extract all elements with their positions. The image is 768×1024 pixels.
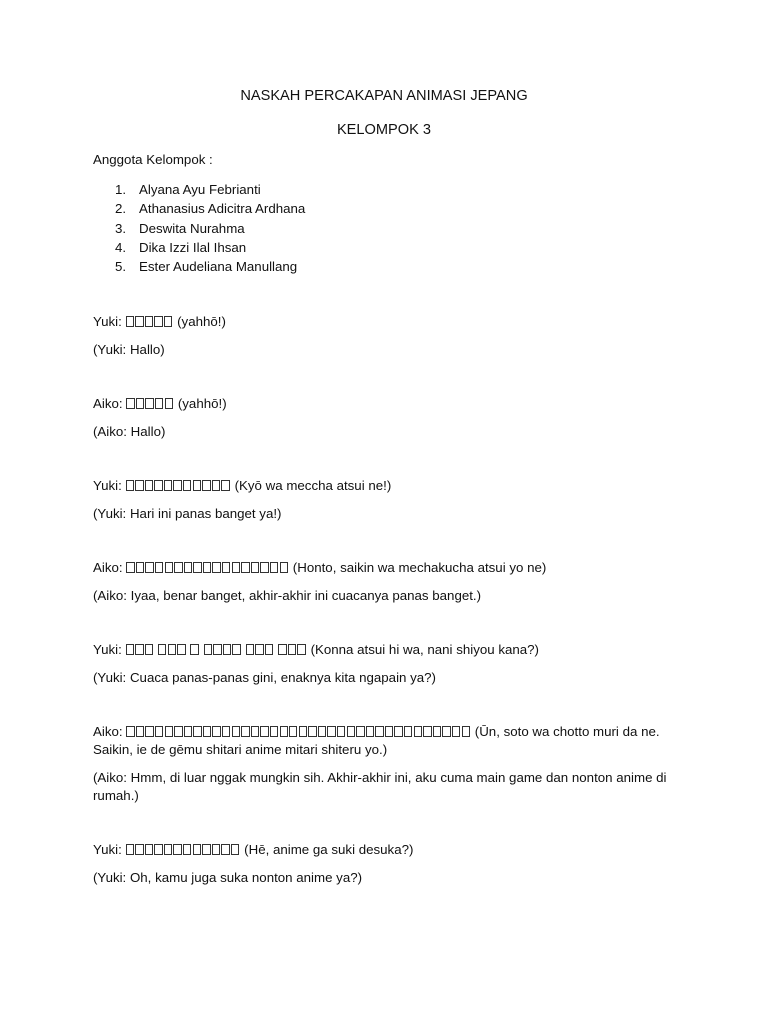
missing-glyph-box [260, 726, 268, 737]
missing-glyph-box [193, 480, 201, 491]
member-name: Ester Audeliana Manullang [139, 259, 298, 275]
missing-glyph-box [251, 562, 259, 573]
translation-line: (Yuki: Oh, kamu juga suka nonton anime ya?) [93, 870, 363, 885]
missing-glyph-box [177, 644, 185, 655]
missing-glyph-box [154, 844, 162, 855]
missing-glyph-box [375, 726, 383, 737]
dialogue-line [93, 841, 683, 859]
missing-glyphs [126, 842, 241, 857]
missing-glyph-box [251, 726, 259, 737]
dialogue-block [93, 641, 683, 687]
missing-glyph-box [212, 726, 220, 737]
missing-glyph-box [155, 562, 163, 573]
missing-glyph-box [174, 726, 182, 737]
translation-line: (Yuki: Cuaca panas-panas gini, enaknya kita ngapain ya?) [93, 670, 436, 685]
missing-glyph-box [154, 480, 162, 491]
missing-glyph-box [433, 726, 441, 737]
dialogue-line [93, 559, 683, 577]
missing-glyphs [126, 396, 174, 411]
dialogue-block [93, 841, 683, 887]
missing-glyph-box [136, 562, 144, 573]
missing-glyph-box [184, 562, 192, 573]
missing-glyph-box [135, 480, 143, 491]
member-name: Deswita Nurahma [139, 220, 245, 236]
missing-glyph-box [232, 726, 240, 737]
dialogue-block [93, 395, 683, 441]
dialogue-line [93, 313, 683, 331]
missing-glyph-box [423, 726, 431, 737]
list-number: 1. [115, 182, 127, 197]
missing-glyph-box [347, 726, 355, 737]
list-item [93, 257, 305, 276]
missing-glyphs [126, 478, 231, 493]
speaker-name: Yuki: [93, 642, 122, 657]
missing-glyph-box [145, 726, 153, 737]
missing-glyph-box [184, 726, 192, 737]
missing-glyph-box [366, 726, 374, 737]
translation-line: (Yuki: Hari ini panas banget ya!) [93, 506, 282, 521]
missing-glyph-box [222, 726, 230, 737]
list-number: 3. [115, 220, 127, 236]
member-name: Alyana Ayu Febrianti [139, 182, 261, 197]
missing-glyph-box [145, 562, 153, 573]
missing-glyph-box [183, 480, 191, 491]
missing-glyph-box [278, 644, 286, 655]
speaker-name: Yuki: [93, 842, 122, 857]
translation-line: (Aiko: Hallo) [93, 424, 166, 439]
missing-glyph-box [222, 562, 230, 573]
list-item [93, 180, 305, 199]
speaker-name: Aiko: [93, 560, 123, 575]
missing-glyph-box [145, 316, 153, 327]
missing-glyph-box [308, 726, 316, 737]
missing-glyphs [126, 560, 289, 575]
romaji-text: (yahhō!) [177, 314, 226, 329]
members-label: Anggota Kelompok : [93, 152, 213, 167]
missing-glyph-box [126, 844, 134, 855]
translation-line: (Yuki: Hallo) [93, 342, 165, 357]
missing-glyph-box [173, 844, 181, 855]
missing-glyph-box [385, 726, 393, 737]
missing-glyph-box [241, 726, 249, 737]
missing-glyph-box [297, 644, 305, 655]
missing-glyph-box [289, 726, 297, 737]
missing-glyph-box [212, 844, 220, 855]
list-number: 4. [115, 239, 127, 255]
missing-glyph-box [203, 562, 211, 573]
missing-glyphs [126, 724, 471, 739]
missing-glyph-box [327, 726, 335, 737]
missing-glyph-box [260, 562, 268, 573]
dialogue-block [93, 723, 683, 805]
missing-glyph-box [337, 726, 345, 737]
missing-glyph-box [232, 562, 240, 573]
missing-glyph-box [193, 562, 201, 573]
speaker-name: Yuki: [93, 314, 122, 329]
missing-glyph-box [165, 726, 173, 737]
missing-glyph-box [212, 480, 220, 491]
missing-glyph-box [223, 644, 231, 655]
missing-glyph-box [193, 844, 201, 855]
missing-glyph-box [190, 644, 198, 655]
missing-glyph-box [155, 398, 163, 409]
dialogue-line [93, 395, 683, 413]
missing-glyph-box [255, 644, 263, 655]
missing-glyph-box [442, 726, 450, 737]
missing-glyph-box [213, 644, 221, 655]
missing-glyphs [126, 314, 174, 329]
dialogue-block [93, 313, 683, 359]
dialogue-block [93, 559, 683, 605]
missing-glyph-box [404, 726, 412, 737]
missing-glyph-box [221, 844, 229, 855]
missing-glyph-box [136, 398, 144, 409]
missing-glyph-box [394, 726, 402, 737]
romaji-text: (Honto, saikin wa mechakucha atsui yo ne) [292, 560, 547, 575]
members-list [93, 180, 305, 276]
missing-glyph-box [246, 644, 254, 655]
missing-glyph-box [135, 316, 143, 327]
missing-glyph-box [452, 726, 460, 737]
missing-glyph-box [164, 316, 172, 327]
speaker-name: Aiko: [93, 396, 123, 411]
list-item [93, 199, 305, 218]
member-name: Dika Izzi Ilal Ihsan [139, 239, 247, 255]
translation-line: (Aiko: Iyaa, benar banget, akhir-akhir ini cuacanya panas banget.) [93, 588, 482, 603]
missing-glyph-box [155, 726, 163, 737]
speaker-name: Aiko: [93, 724, 123, 739]
missing-glyph-box [135, 844, 143, 855]
missing-glyph-box [193, 726, 201, 737]
missing-glyph-box [204, 644, 212, 655]
speaker-name: Yuki: [93, 478, 122, 493]
missing-glyph-box [203, 726, 211, 737]
missing-glyph-box [145, 398, 153, 409]
missing-glyph-box [202, 844, 210, 855]
missing-glyph-box [174, 562, 182, 573]
missing-glyph-box [462, 726, 470, 737]
missing-glyph-box [270, 726, 278, 737]
missing-glyph-box [356, 726, 364, 737]
missing-glyph-box [126, 398, 134, 409]
missing-glyph-box [183, 844, 191, 855]
missing-glyph-box [168, 644, 176, 655]
missing-glyph-box [221, 480, 229, 491]
missing-glyph-box [136, 726, 144, 737]
romaji-text: (Hē, anime ga suki desuka?) [244, 842, 414, 857]
missing-glyph-box [231, 844, 239, 855]
missing-glyph-box [126, 316, 134, 327]
missing-glyph-box [135, 644, 143, 655]
dialogue-block [93, 477, 683, 523]
document-title: NASKAH PERCAKAPAN ANIMASI JEPANG [240, 88, 528, 104]
missing-glyph-box [280, 562, 288, 573]
missing-glyph-box [212, 562, 220, 573]
missing-glyph-box [126, 726, 134, 737]
missing-glyph-box [126, 562, 134, 573]
missing-glyph-box [299, 726, 307, 737]
missing-glyph-box [241, 562, 249, 573]
dialogue-line [93, 723, 683, 759]
missing-glyph-box [288, 644, 296, 655]
missing-glyph-box [165, 398, 173, 409]
document-subtitle: KELOMPOK 3 [336, 122, 432, 138]
missing-glyph-box [164, 844, 172, 855]
missing-glyph-box [414, 726, 422, 737]
missing-glyph-box [280, 726, 288, 737]
list-number: 5. [115, 259, 127, 275]
missing-glyph-box [158, 644, 166, 655]
dialogue-line [93, 477, 683, 495]
missing-glyph-box [173, 480, 181, 491]
translation-line: (Aiko: Hmm, di luar nggak mungkin sih. Akhir-akhir ini, aku cuma main game dan nonton anime di rumah.) [93, 770, 667, 803]
missing-glyph-box [126, 644, 134, 655]
romaji-text: (yahhō!) [177, 396, 227, 411]
missing-glyphs [126, 642, 307, 657]
missing-glyph-box [164, 480, 172, 491]
romaji-text: (Ūn, soto wa chotto muri da ne. Saikin, ie de gēmu shitari anime mitari shiteru yo.) [93, 724, 660, 757]
romaji-text: (Kyō wa meccha atsui ne!) [234, 478, 392, 493]
missing-glyph-box [318, 726, 326, 737]
missing-glyph-box [232, 644, 240, 655]
member-name: Athanasius Adicitra Ardhana [139, 201, 306, 217]
missing-glyph-box [126, 480, 134, 491]
list-item [93, 219, 305, 238]
missing-glyph-box [154, 316, 162, 327]
list-item [93, 238, 305, 257]
list-number: 2. [115, 201, 127, 217]
missing-glyph-box [270, 562, 278, 573]
dialogue-line [93, 641, 683, 659]
missing-glyph-box [202, 480, 210, 491]
missing-glyph-box [145, 644, 153, 655]
missing-glyph-box [265, 644, 273, 655]
romaji-text: (Konna atsui hi wa, nani shiyou kana?) [310, 642, 539, 657]
missing-glyph-box [165, 562, 173, 573]
missing-glyph-box [145, 844, 153, 855]
missing-glyph-box [145, 480, 153, 491]
